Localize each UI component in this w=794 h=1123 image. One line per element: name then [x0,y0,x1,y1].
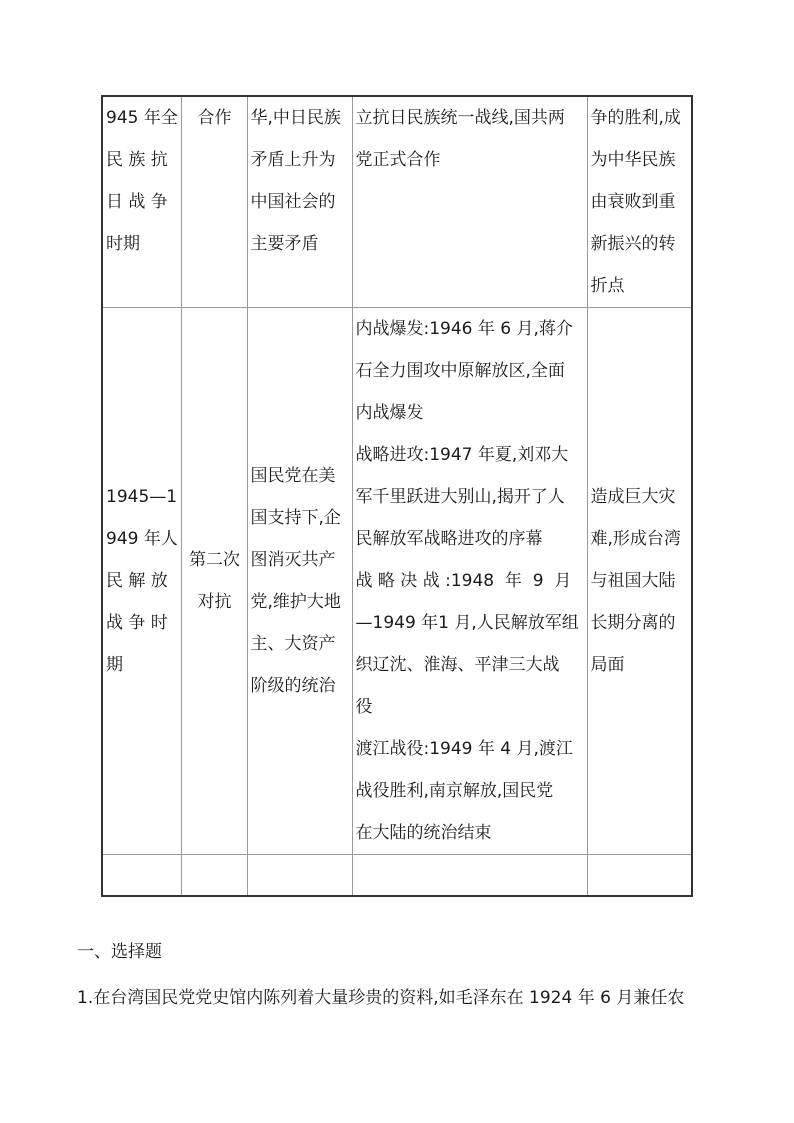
impact-line: 与祖国大陆 [590,571,676,591]
relation-cell [181,308,247,855]
events-line: 立抗日民族统一战线,国共两 [355,108,565,128]
empty-cell [102,855,181,896]
impact-line: 争的胜利,成 [590,108,681,128]
impact-line: 新振兴的转 [590,234,676,254]
events-line: 在大陆的统治结束 [355,823,492,843]
events-line: 石全力围攻中原解放区,全面 [355,361,565,381]
events-line: 内战爆发 [355,403,424,423]
events-line: 战略进攻:1947 年夏,刘邓大 [355,445,569,465]
events-line: 织辽沈、淮海、平津三大战 [355,655,560,675]
impact-cell [587,308,692,855]
events-line: 内战爆发:1946 年 6 月,蒋介 [355,319,573,339]
background-cell [247,96,352,308]
events-cell [352,308,587,855]
impact-line: 难,形成台湾 [590,529,681,549]
background-line: 中国社会的 [250,192,336,212]
events-line: 军千里跃进大别山,揭开了人 [355,487,565,507]
period-line: 时期 [106,234,140,254]
period-line: 战 争 时 [106,613,168,633]
period-line: 949 年人 [106,529,178,549]
background-line: 图消灭共产 [250,550,336,570]
background-line: 主、大资产 [250,634,336,654]
relation-line: 第二次 [189,550,240,570]
table-row-empty [102,855,692,896]
relation-cell [181,96,247,308]
events-line: 党正式合作 [355,150,441,170]
background-line: 华,中日民族 [250,108,341,128]
impact-line: 折点 [590,276,625,296]
impact-line: 由衰败到重 [590,192,676,212]
events-line: —1949 年1 月,人民解放军组 [355,613,579,633]
background-line: 阶级的统治 [250,676,336,696]
history-table [101,95,693,897]
section-heading: 一、选择题 [77,942,162,962]
impact-line: 局面 [590,655,625,675]
impact-cell [587,96,692,308]
background-line: 矛盾上升为 [250,150,336,170]
period-line: 1945—1 [106,487,178,507]
question-1: 1.在台湾国民党党史馆内陈列着大量珍贵的资料,如毛泽东在 1924 年 6 月兼任农 [77,988,685,1008]
events-line: 战役胜利,南京解放,国民党 [355,781,554,801]
background-line: 主要矛盾 [250,234,319,254]
period-line: 民 族 抗 [106,150,168,170]
table-row [102,96,692,308]
events-line: 渡江战役:1949 年 4 月,渡江 [355,739,573,759]
period-line: 民 解 放 [106,571,168,591]
period-cell [102,308,181,855]
impact-line: 为中华民族 [590,150,676,170]
relation-text: 合作 [197,108,232,128]
events-line: 战 略 决 战 :1948 年 9 月 [355,571,572,591]
background-line: 国民党在美 [250,466,336,486]
empty-cell [587,855,692,896]
events-cell [352,96,587,308]
period-cell [102,96,181,308]
background-cell [247,308,352,855]
table-row [102,308,692,855]
empty-cell [352,855,587,896]
period-line: 945 年全 [106,108,178,128]
empty-cell [247,855,352,896]
impact-line: 长期分离的 [590,613,676,633]
events-line: 民解放军战略进攻的序幕 [355,529,543,549]
period-line: 期 [106,655,123,675]
events-line: 役 [355,697,373,717]
background-line: 国支持下,企 [250,508,341,528]
impact-line: 造成巨大灾 [590,487,676,507]
period-line: 日 战 争 [106,192,168,212]
relation-line: 对抗 [197,592,232,612]
background-line: 党,维护大地 [250,592,341,612]
empty-cell [181,855,247,896]
